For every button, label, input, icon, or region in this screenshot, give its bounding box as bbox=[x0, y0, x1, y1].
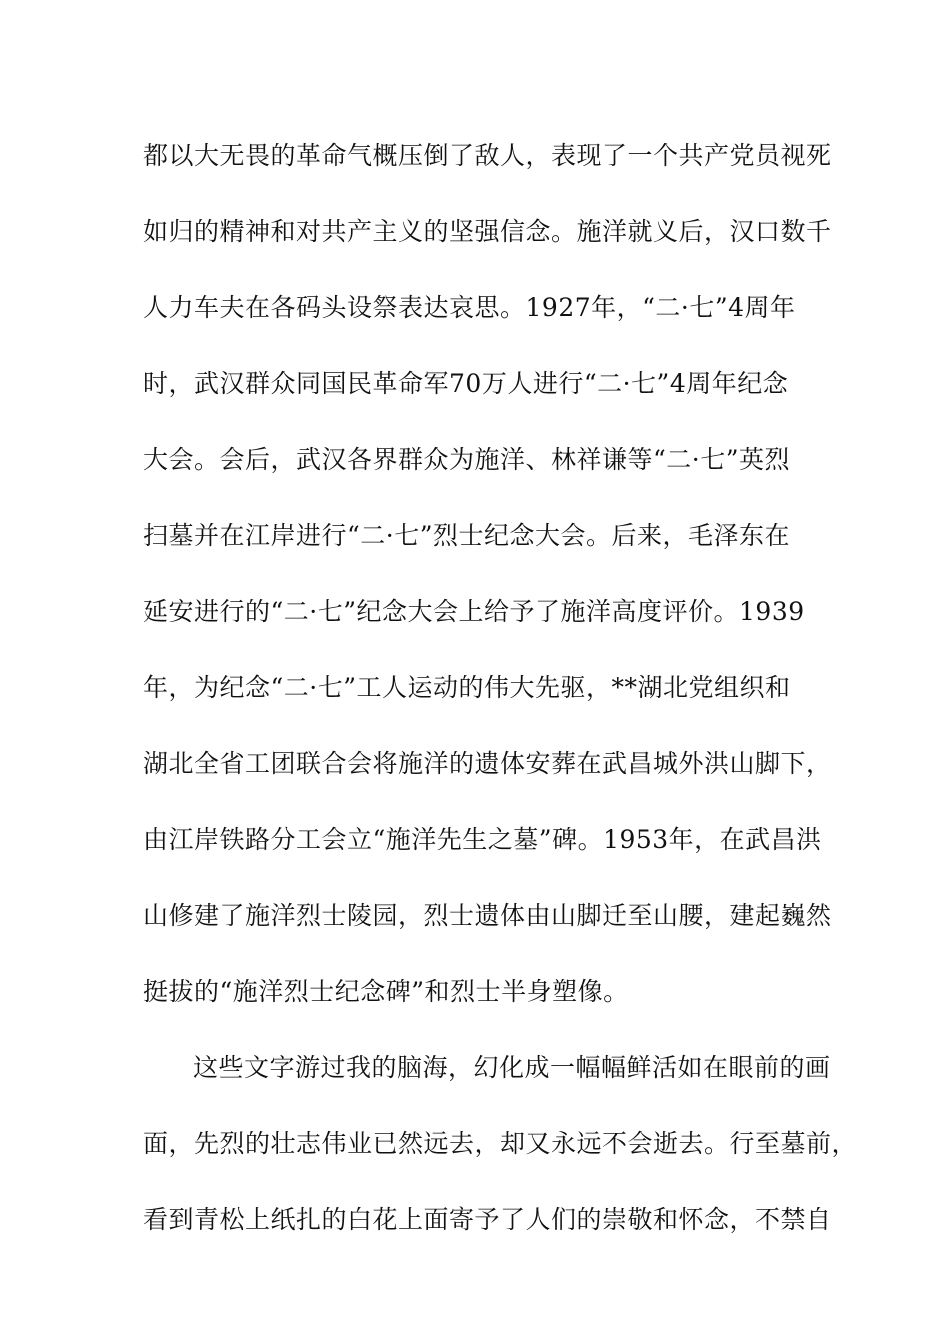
text-line: 山修建了施洋烈士陵园，烈士遗体由山脚迁至山腰，建起巍然 bbox=[143, 901, 832, 930]
text-line: 大会。会后，武汉各界群众为施洋、林祥谦等“二·七”英烈 bbox=[143, 445, 791, 474]
text-line: 年，为纪念“二·七”工人运动的伟大先驱，**湖北党组织和 bbox=[143, 673, 791, 702]
text-line: 延安进行的“二·七”纪念大会上给予了施洋高度评价。1939 bbox=[143, 597, 805, 626]
text-line: 人力车夫在各码头设祭表达哀思。1927年，“二·七”4周年 bbox=[143, 293, 796, 322]
text-line: 由江岸铁路分工会立“施洋先生之墓”碑。1953年，在武昌洪 bbox=[143, 825, 822, 854]
text-line: 湖北全省工团联合会将施洋的遗体安葬在武昌城外洪山脚下， bbox=[143, 749, 832, 778]
paragraph-start-line: 这些文字游过我的脑海，幻化成一幅幅鲜活如在眼前的画 bbox=[193, 1053, 831, 1082]
text-line: 面，先烈的壮志伟业已然远去，却又永远不会逝去。行至墓前， bbox=[143, 1129, 858, 1158]
text-line: 都以大无畏的革命气概压倒了敌人，表现了一个共产党员视死 bbox=[143, 141, 832, 170]
text-line: 看到青松上纸扎的白花上面寄予了人们的崇敬和怀念，不禁自 bbox=[143, 1205, 832, 1234]
text-line: 挺拔的“施洋烈士纪念碑”和烈士半身塑像。 bbox=[143, 977, 629, 1006]
text-line: 如归的精神和对共产主义的坚强信念。施洋就义后，汉口数千 bbox=[143, 217, 832, 246]
body-text bbox=[143, 126, 858, 1266]
text-line: 扫墓并在江岸进行“二·七”烈士纪念大会。后来，毛泽东在 bbox=[143, 521, 791, 550]
text-line: 时，武汉群众同国民革命军70万人进行“二·七”4周年纪念 bbox=[143, 369, 789, 398]
